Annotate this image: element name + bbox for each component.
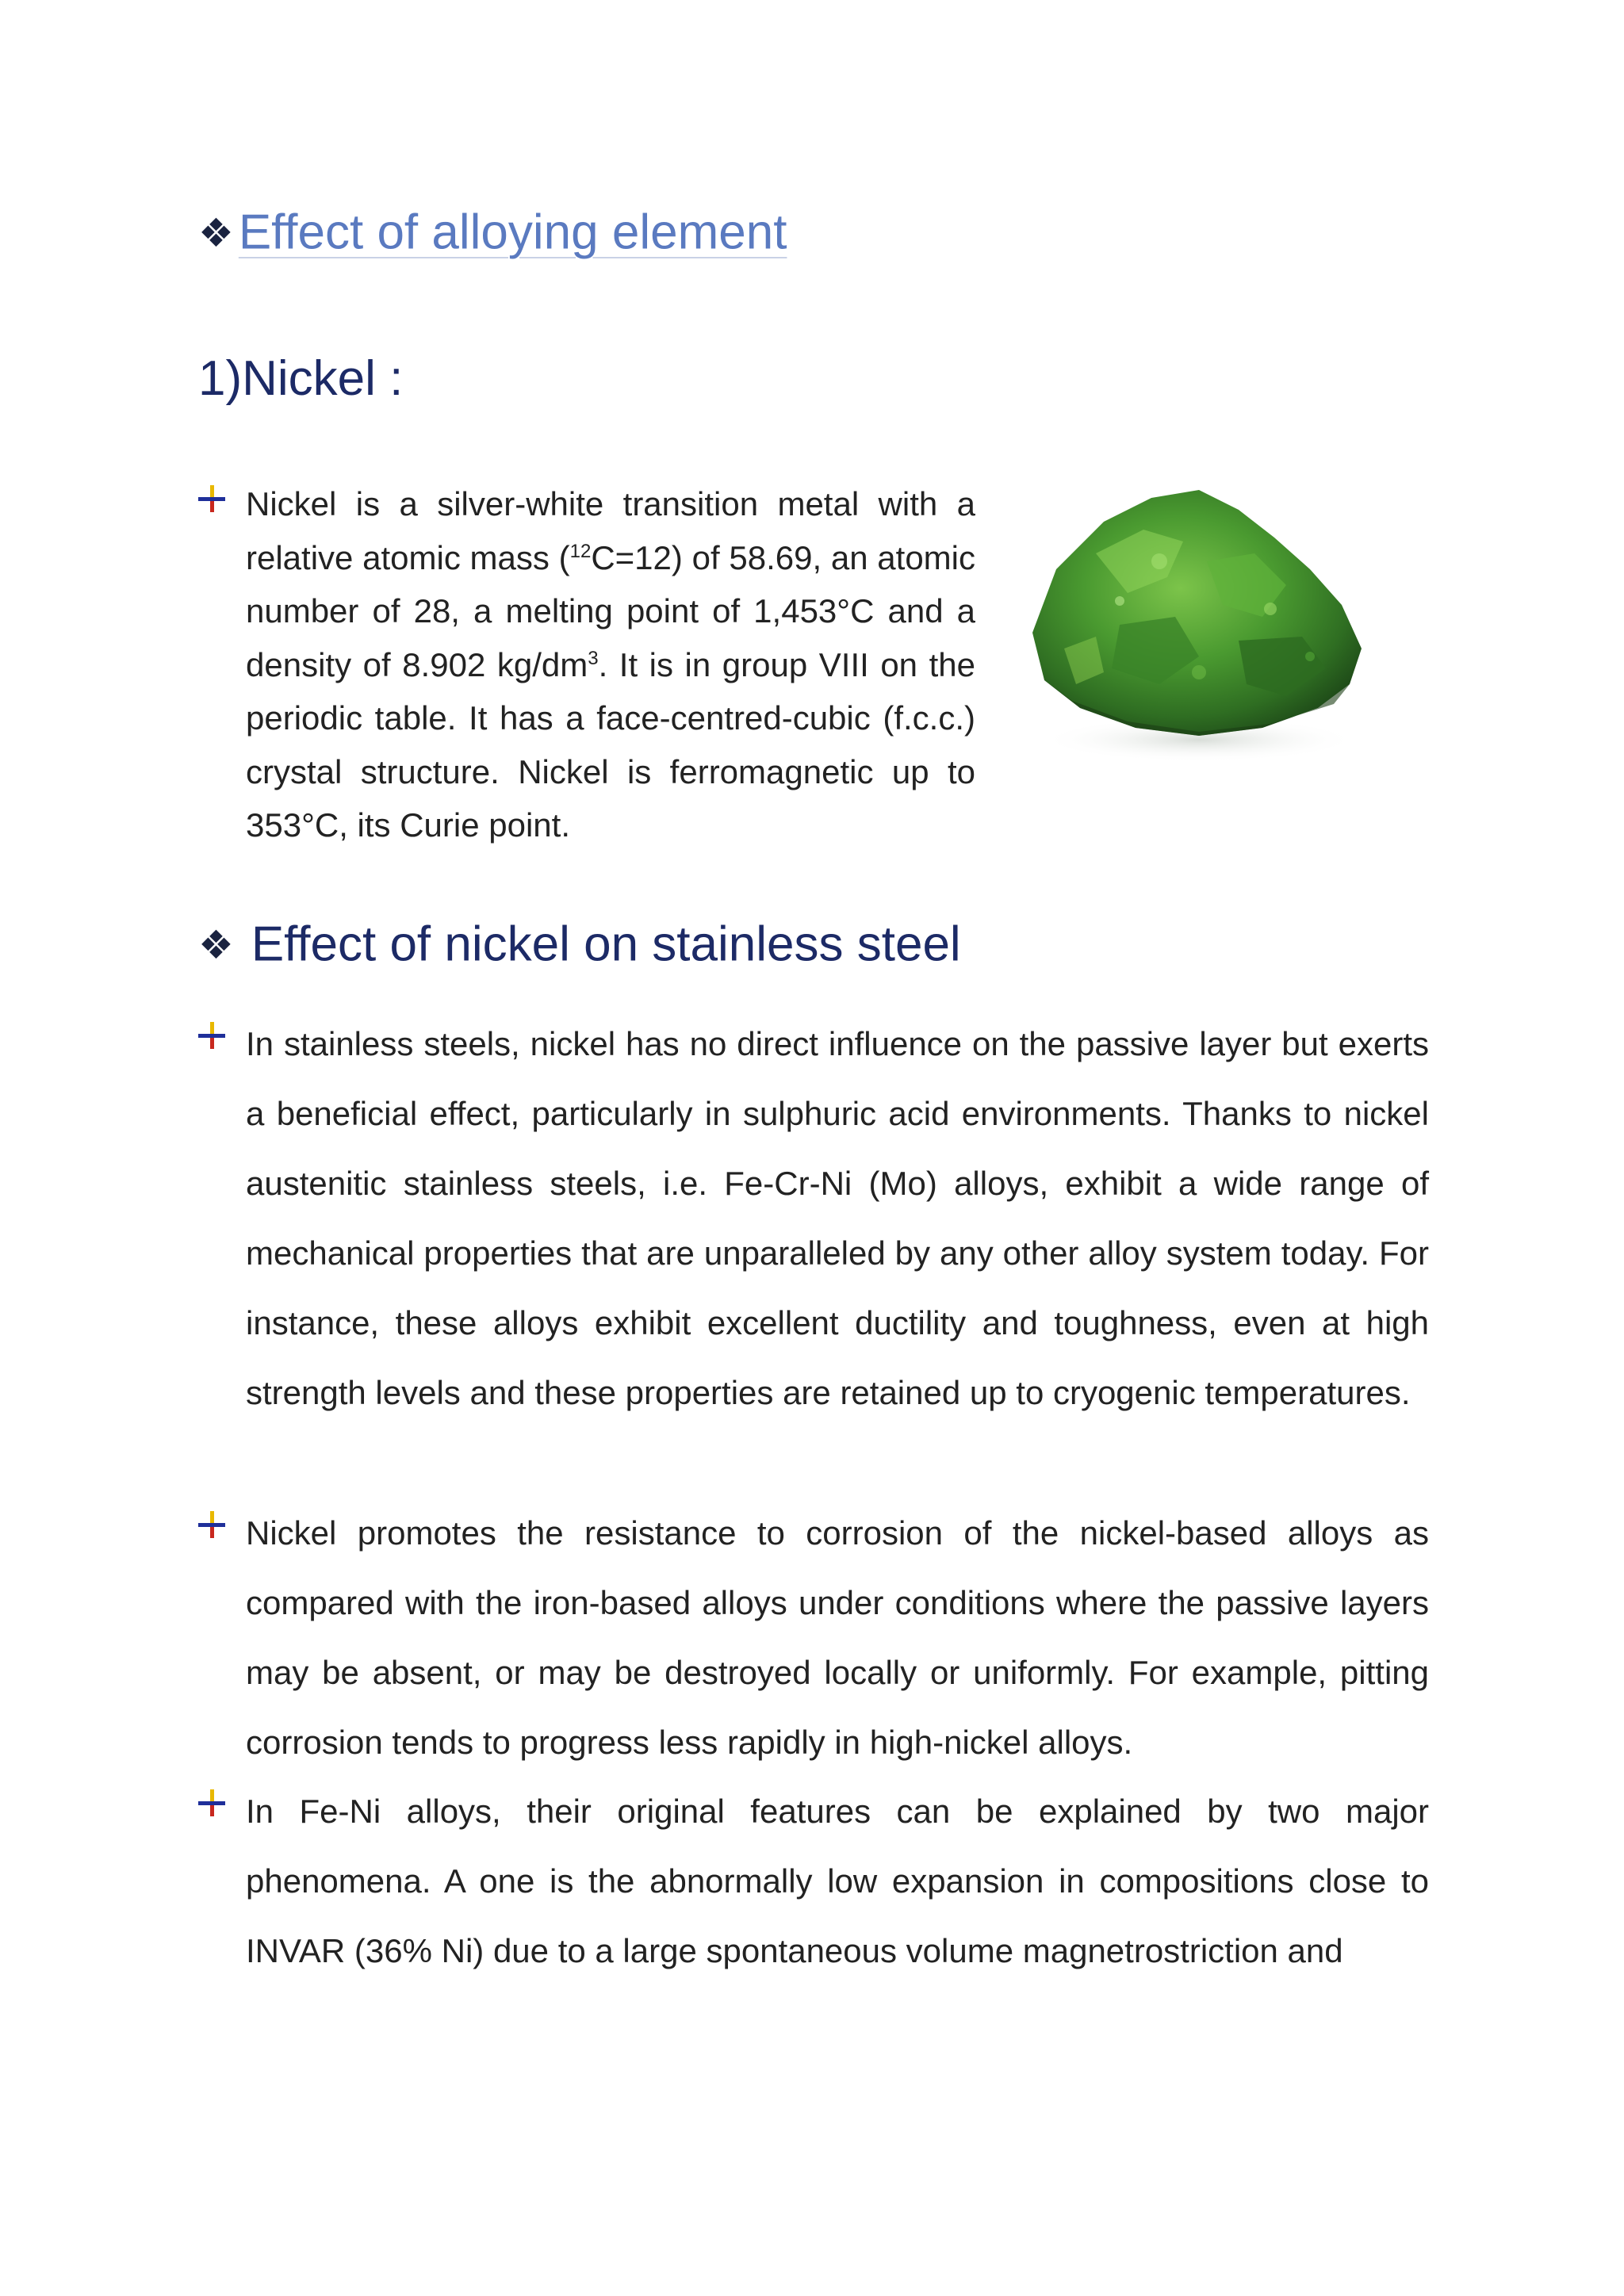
section-heading-text: Effect of nickel on stainless steel xyxy=(251,916,961,972)
plus-cross-bullet-icon xyxy=(198,1022,225,1049)
plus-cross-bullet-icon xyxy=(198,1789,225,1816)
main-heading-text: Effect of alloying element xyxy=(238,205,787,260)
nickel-heading: 1)Nickel : xyxy=(198,351,404,406)
plus-cross-bullet-icon xyxy=(198,1511,225,1538)
section-heading xyxy=(198,910,961,977)
intro-paragraph: Nickel is a silver-white transition metal with a relative atomic mass ($^{12}$C=12) of 58.69, an atomic number of 28, a melting point of 1,453°C and a density of 8.902 $kg/dm^3$. It is in group VIII on the periodic table. It has a face-centred-cubic (f.c.c.) crystal structure. Nickel is ferromagnetic up to 353°C, its Curie point. xyxy=(246,485,975,844)
bullet-paragraph-3: In Fe-Ni alloys, their original features can be explained by two major phenomena. A one is the abnormally low expansion in compositions close to INVAR (36% Ni) due to a large spontaneous volume magnetrostriction and xyxy=(246,1793,1429,1969)
plus-cross-bullet-icon xyxy=(198,485,225,512)
nickel-ore-rock-image xyxy=(1001,466,1389,767)
main-heading xyxy=(198,198,787,265)
bullet-paragraph-2: Nickel promotes the resistance to corrosion of the nickel-based alloys as compared with the iron-based alloys under conditions where the passive layers may be absent, or may be destroyed locally or uniformly. For example, pitting corrosion tends to progress less rapidly in high-nickel alloys. xyxy=(246,1514,1429,1761)
bullet-paragraph-1: In stainless steels, nickel has no direct influence on the passive layer but exerts a beneficial effect, particularly in sulphuric acid environments. Thanks to nickel austenitic stainless steels, i.e. Fe-Cr-Ni (Mo) alloys, exhibit a wide range of mechanical properties that are unparalleled by any other alloy system today. For instance, these alloys exhibit excellent ductility and toughness, even at high strength levels and these properties are retained up to cryogenic temperatures. xyxy=(246,1025,1429,1411)
four-diamond-ornament-icon: ❖ xyxy=(198,209,234,256)
four-diamond-ornament-icon: ❖ xyxy=(198,921,234,968)
